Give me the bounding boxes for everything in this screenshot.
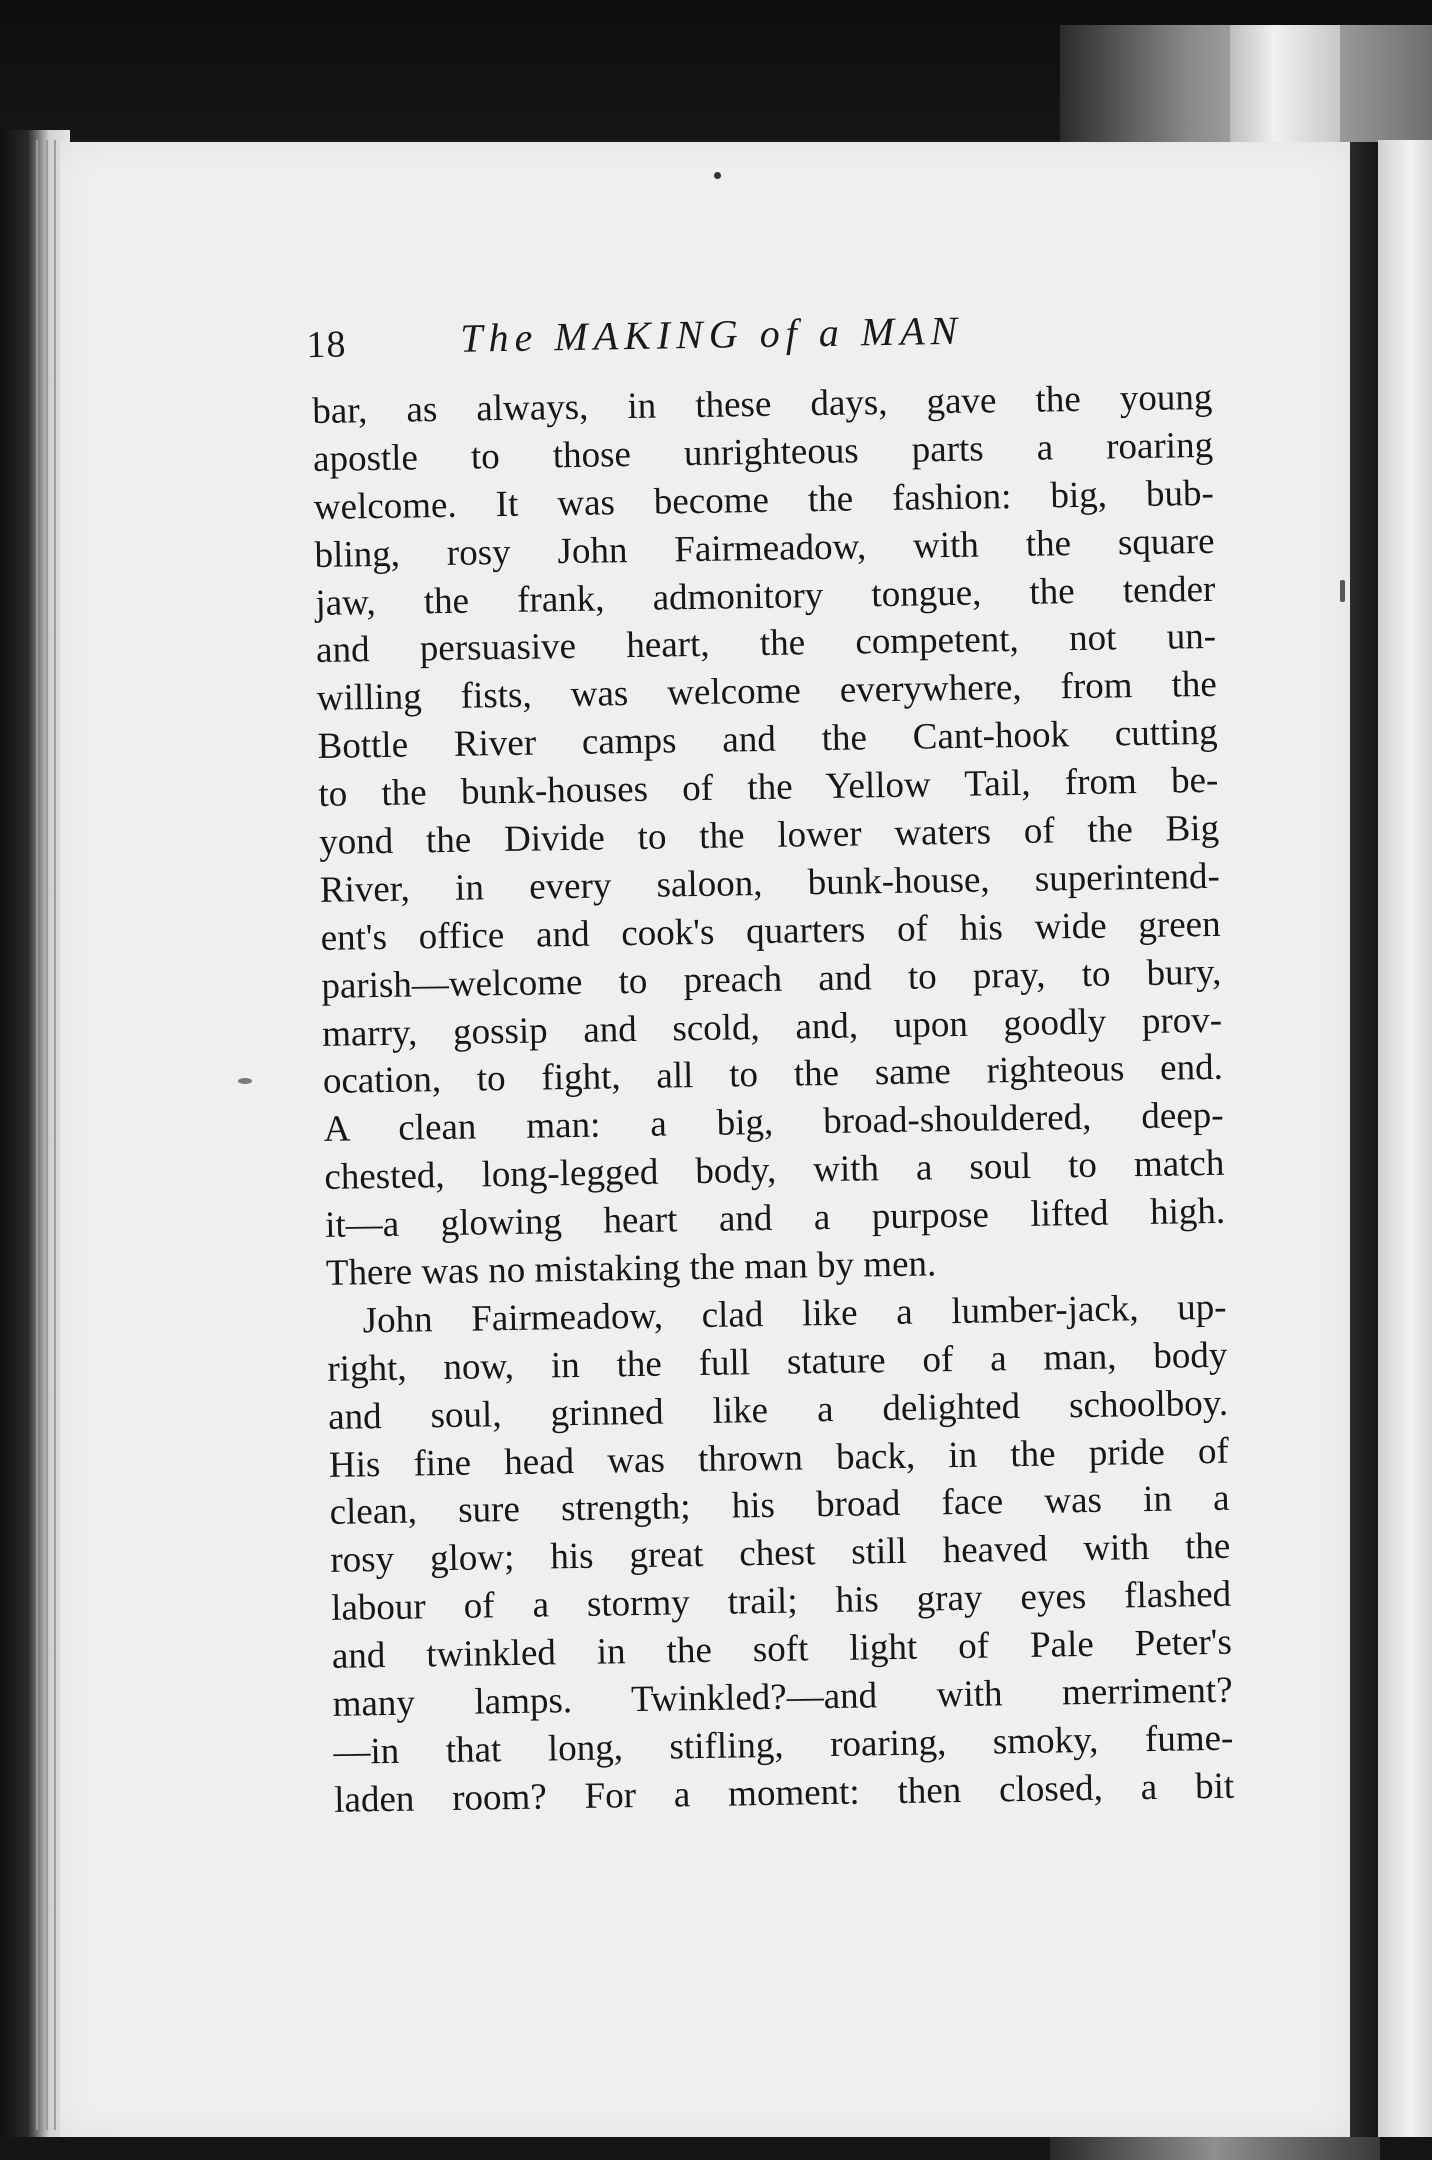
page-number: 18	[306, 323, 347, 367]
text-line: laden room? For a moment: then closed, a bit	[333, 1765, 1235, 1821]
text-line: ent's office and cook's quarters of his wide green	[320, 903, 1221, 959]
binding-fold	[1230, 25, 1340, 145]
text-line: A clean man: a big, broad-shouldered, deep-	[323, 1095, 1224, 1151]
text-line: John Fairmeadow, clad like a lumber-jack, up-	[362, 1286, 1227, 1342]
text-line: right, now, in the full stature of a man, body	[327, 1334, 1228, 1390]
body-text	[312, 374, 1234, 1825]
text-line: rosy glow; his great chest still heaved with the	[330, 1526, 1231, 1582]
text-line: apostle to those unrighteous parts a roaring	[312, 424, 1214, 480]
text-line: willing fists, was welcome everywhere, from the	[316, 664, 1218, 720]
text-line: ocation, to fight, all to the same righteous end.	[322, 1047, 1224, 1103]
text-line: parish—welcome to preach and to pray, to bury,	[321, 951, 1222, 1007]
text-line: clean, sure strength; his broad face was in a	[329, 1478, 1230, 1534]
text-line: bar, as always, in these days, gave the young	[312, 376, 1213, 432]
text-line: There was no mistaking the man by men.	[325, 1243, 937, 1294]
dust-speck	[238, 1078, 252, 1084]
running-title: The MAKING of a MAN	[459, 307, 964, 361]
text-line: jaw, the frank, admonitory tongue, the tender	[315, 568, 1216, 624]
text-line: bling, rosy John Fairmeadow, with the square	[314, 520, 1215, 576]
dust-speck	[1340, 580, 1345, 602]
text-line: it—a glowing heart and a purpose lifted high.	[324, 1190, 1226, 1247]
text-line: many lamps. Twinkled?—and with merriment?	[332, 1669, 1233, 1725]
text-line: labour of a stormy trail; his gray eyes flashed	[330, 1573, 1232, 1630]
text-line: chested, long-legged body, with a soul to match	[324, 1143, 1225, 1199]
text-line: River, in every saloon, bunk-house, superintend-	[319, 855, 1221, 911]
next-page-edge	[1378, 140, 1432, 2160]
text-line: and persuasive heart, the competent, not un-	[315, 616, 1217, 672]
text-line: and soul, grinned like a delighted schoolboy.	[327, 1382, 1229, 1438]
binding-bottom	[1050, 2137, 1380, 2160]
binding-edge	[1060, 25, 1432, 145]
text-line: marry, gossip and scold, and, upon goodly prov-	[321, 999, 1223, 1055]
text-line: and twinkled in the soft light of Pale Peter's	[331, 1621, 1233, 1677]
page-edge-line	[54, 140, 56, 2130]
text-line: His fine head was thrown back, in the pride of	[328, 1430, 1230, 1486]
page-edge-line	[46, 140, 48, 2130]
page-edge-line	[36, 140, 38, 2130]
text-line: —in that long, stifling, roaring, smoky, fume-	[333, 1717, 1234, 1773]
text-line: to the bunk-houses of the Yellow Tail, from be-	[318, 759, 1219, 816]
text-line: Bottle River camps and the Cant-hook cutting	[317, 712, 1218, 768]
text-line: welcome. It was become the fashion: big, bub-	[313, 472, 1215, 528]
text-line: yond the Divide to the lower waters of the Big	[318, 807, 1220, 863]
dust-speck	[714, 172, 721, 179]
